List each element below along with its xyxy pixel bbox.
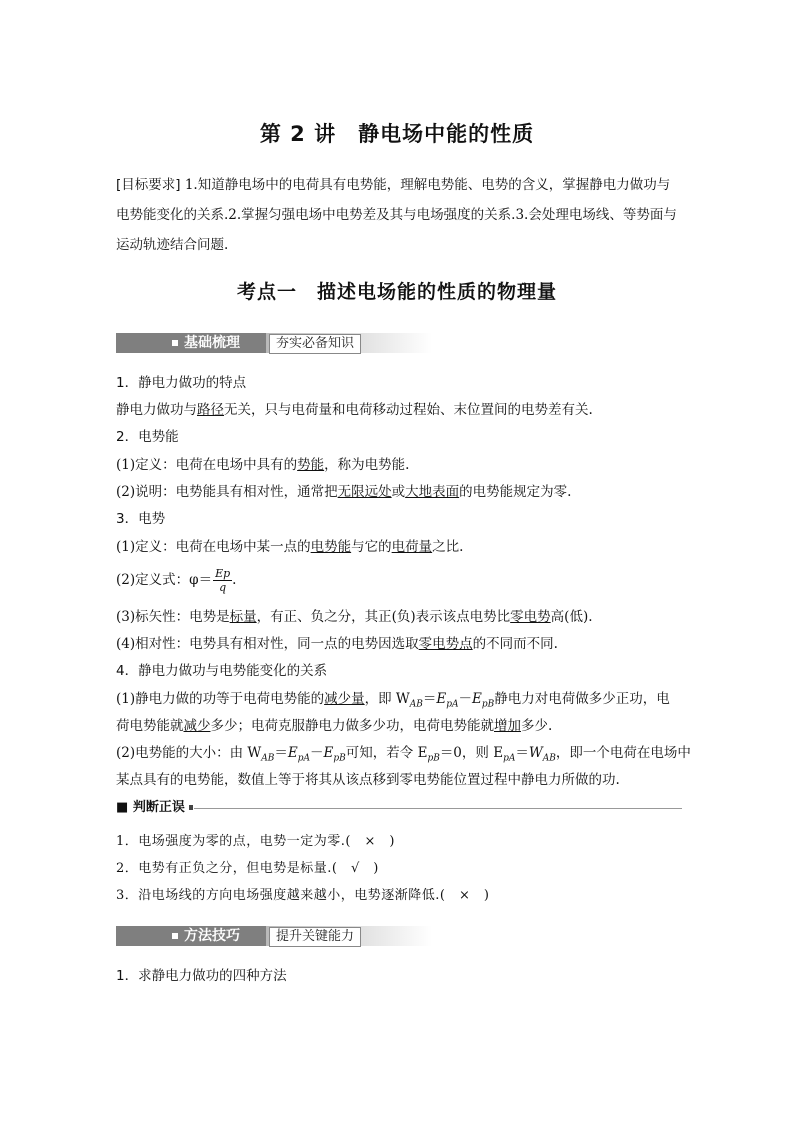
point-1-heading: 1．静电力做功的特点 [116,375,247,391]
answer-blank: 减少 [183,718,211,734]
method-heading: 1．求静电力做功的四种方法 [116,968,287,984]
lecture-title: 第 2 讲 静电场中能的性质 [259,122,535,146]
point-2-definition: (1)定义：电荷在电场中具有的势能，称为电势能. [116,457,410,473]
judge-item: 3．沿电场线的方向电场强度越来越小，电势逐渐降低.( × ) [116,888,490,903]
square-bullet-icon [172,933,178,939]
banner-basic-review [116,330,432,356]
point-3-scalar: (3)标矢性：电势是标量，有正、负之分，其正(负)表示该点电势比零电势高(低). [116,609,593,625]
judge-label: ■ 判断正误 [116,798,189,818]
banner-main-label: 基础梳理 [184,335,240,351]
answer-blank: 零电势点 [418,636,473,652]
banner-sub-label: 夯实必备知识 [269,334,361,354]
square-bullet-icon [172,340,178,346]
answer-blank: 减少量 [324,691,365,707]
point-4-line-1: (1)静电力做的功等于电荷电势能的减少量，即 $W_{AB}=E_{pA}-E_{pB}$静电力对电荷做多少正功，电 [116,691,670,710]
answer-blank: 无限远处 [337,484,392,500]
fraction: $\frac{Ep}{q}$ [215,567,231,594]
point-4-line-4: 某点具有的电势能，数值上等于将其从该点移到零电势能位置过程中静电力所做的功. [116,772,620,788]
learning-goals [116,170,682,260]
goal-text: 1.知道静电场中的电荷具有电势能，理解电势能、电势的含义，掌握静电力做功与电势能变化的关系.2.掌握匀强电场中电势差及其与电场强度的关系.3.会处理电场线、等势面与运动轨迹结合问题. [116,177,677,253]
point-4-line-3: (2)电势能的大小：由 $W_{AB}=E_{pA}-E_{pB}$可知，若令 $E_{pB}=0$，则 $E_{pA}=W_{AB}$，即一个电荷在电场中 [116,745,691,764]
answer-blank: 零电势 [510,609,551,625]
answer-blank: 增加 [494,718,521,734]
banner-method-skills [116,923,432,949]
point-3-heading: 3．电势 [116,511,166,527]
answer-blank: 大地表面 [405,484,460,500]
banner-sub-label: 提升关键能力 [269,927,361,947]
judge-item: 1．电场强度为零的点，电势一定为零.( × ) [116,834,395,849]
point-3-relativity: (4)相对性：电势具有相对性，同一点的电势因选取零电势点的不同而不同. [116,636,558,652]
point-2-note: (2)说明：电势能具有相对性，通常把无限远处或大地表面的电势能规定为零. [116,484,572,500]
judge-header [116,798,682,818]
point-4-heading: 4．静电力做功与电势能变化的关系 [116,663,328,679]
point-2-heading: 2．电势能 [116,429,179,445]
answer-blank: 路径 [197,402,224,418]
banner-main-label: 方法技巧 [184,928,240,944]
section-title: 考点一 描述电场能的性质的物理量 [236,281,557,303]
goal-tag: [目标要求] [116,177,181,193]
divider [194,808,682,809]
answer-blank: 电荷量 [391,539,433,555]
answer-blank: 势能 [297,457,325,473]
point-1-text: 静电力做功与路径无关，只与电荷量和电荷移动过程始、末位置间的电势差有关. [116,402,593,418]
point-3-formula: (2)定义式：φ＝ $\frac{Ep}{q}$ . [116,567,237,594]
answer-blank: 电势能 [310,539,352,555]
answer-blank: 标量 [229,609,257,625]
point-4-line-2: 荷电势能就减少多少；电荷克服静电力做多少功，电荷电势能就增加多少. [116,718,553,734]
point-3-definition: (1)定义：电荷在电场中某一点的电势能与它的电荷量之比. [116,539,464,555]
judge-item: 2．电势有正负之分，但电势是标量.( √ ) [116,861,379,876]
